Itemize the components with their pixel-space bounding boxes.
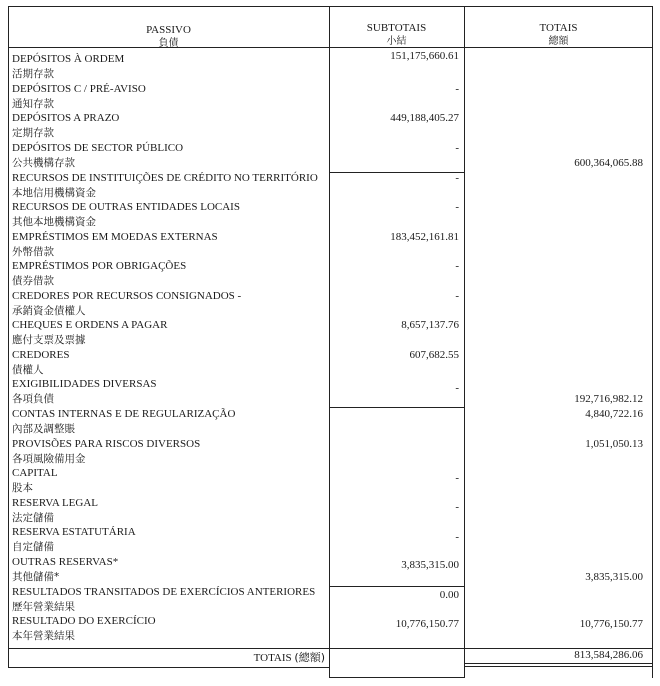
totals-label: TOTAIS (總額): [253, 651, 325, 664]
row-subtotal: 449,188,405.27: [390, 112, 459, 124]
frame-left: [8, 6, 9, 668]
row-label-pt: RESULTADOS TRANSITADOS DE EXERCÍCIOS ANTERIORES: [12, 586, 316, 598]
row-total: 192,716,982.12: [574, 393, 643, 405]
row-label-pt: RECURSOS DE OUTRAS ENTIDADES LOCAIS: [12, 201, 240, 213]
row-label-pt: PROVISÕES PARA RISCOS DIVERSOS: [12, 438, 201, 450]
totals-rule-top: [8, 648, 653, 649]
row-total: 600,364,065.88: [574, 157, 643, 169]
row-label-pt: EXIGIBILIDADES DIVERSAS: [12, 378, 157, 390]
row-subtotal: -: [455, 290, 459, 302]
row-label-pt: DEPÓSITOS C / PRÉ-AVISO: [12, 83, 146, 95]
row-label-pt: CAPITAL: [12, 467, 58, 479]
row-label-pt: RESERVA LEGAL: [12, 497, 99, 509]
row-label-pt: EMPRÉSTIMOS EM MOEDAS EXTERNAS: [12, 231, 218, 243]
row-subtotal: -: [455, 201, 459, 213]
row-subtotal: 151,175,660.61: [390, 50, 459, 62]
row-subtotal: -: [455, 260, 459, 272]
row-total: 3,835,315.00: [585, 571, 643, 583]
row-label-pt: RESULTADO DO EXERCÍCIO: [12, 615, 156, 627]
row-label-pt: OUTRAS RESERVAS*: [12, 556, 119, 568]
row-label-zh: 各項負債: [12, 393, 54, 405]
row-label-zh: 承銷資金債權人: [12, 305, 86, 317]
row-label-zh: 其他本地機構資金: [12, 216, 96, 228]
row-label-pt: CHEQUES E ORDENS A PAGAR: [12, 319, 168, 331]
row-label-zh: 外幣借款: [12, 246, 54, 258]
grand-total-double-rule-1: [464, 663, 653, 664]
balance-sheet-liabilities: [8, 6, 653, 678]
row-label-zh: 本地信用機構資金: [12, 187, 96, 199]
subtotais-header: SUBTOTAIS 小結: [366, 22, 427, 47]
row-label-zh: 公共機構存款: [12, 157, 75, 169]
row-label-zh: 定期存款: [12, 127, 54, 139]
row-label-pt: CONTAS INTERNAS E DE REGULARIZAÇÃO: [12, 408, 236, 420]
row-label-zh: 活期存款: [12, 68, 54, 80]
row-label-zh: 法定儲備: [12, 512, 54, 524]
row-subtotal: 183,452,161.81: [390, 231, 459, 243]
row-subtotal: -: [455, 172, 459, 184]
row-label-zh: 自定儲備: [12, 541, 54, 553]
row-label-zh: 本年營業結果: [12, 630, 75, 642]
row-subtotal: 10,776,150.77: [395, 618, 459, 630]
row-label-zh: 內部及調整賬: [12, 423, 75, 435]
grand-total-double-rule-2: [464, 666, 653, 667]
row-label-pt: CREDORES: [12, 349, 70, 361]
row-total: 10,776,150.77: [579, 618, 643, 630]
row-label-pt: DEPÓSITOS A PRAZO: [12, 112, 120, 124]
row-label-zh: 其他儲備*: [12, 571, 60, 583]
row-label-zh: 股本: [12, 482, 33, 494]
row-subtotal: 8,657,137.76: [401, 319, 459, 331]
totais-header: TOTAIS 總額: [539, 22, 578, 47]
totals-rule-bottom: [8, 667, 330, 668]
row-subtotal: 0.00: [439, 589, 459, 601]
row-subtotal: -: [455, 531, 459, 543]
row-subtotal: -: [455, 501, 459, 513]
row-total: 1,051,050.13: [585, 438, 643, 450]
row-subtotal: -: [455, 83, 459, 95]
row-label-zh: 債券借款: [12, 275, 54, 287]
row-subtotal: 607,682.55: [409, 349, 459, 361]
grand-total-value: 813,584,286.06: [574, 649, 643, 661]
row-label-pt: DEPÓSITOS À ORDEM: [12, 53, 125, 65]
subtotal-rule-bottom: [329, 677, 465, 678]
row-label-zh: 歷年營業結果: [12, 601, 75, 613]
frame-right: [652, 6, 653, 678]
row-label-zh: 通知存款: [12, 98, 54, 110]
row-label-pt: DEPÓSITOS DE SECTOR PÚBLICO: [12, 142, 184, 154]
row-subtotal: 3,835,315.00: [401, 559, 459, 571]
subtotal-rule-2: [329, 407, 465, 408]
row-subtotal: -: [455, 472, 459, 484]
row-label-zh: 各項風險備用金: [12, 453, 86, 465]
row-label-pt: RECURSOS DE INSTITUIÇÕES DE CRÉDITO NO TERRITÓRIO: [12, 172, 318, 184]
subtotal-rule-1: [329, 172, 465, 173]
row-label-pt: CREDORES POR RECURSOS CONSIGNADOS -: [12, 290, 242, 302]
row-total: 4,840,722.16: [585, 408, 643, 420]
subtotal-rule-3: [329, 586, 465, 587]
divider-passivo-subtotais: [329, 6, 330, 678]
frame-top: [8, 6, 653, 7]
divider-subtotais-totais: [464, 6, 465, 678]
row-subtotal: -: [455, 382, 459, 394]
row-label-pt: EMPRÉSTIMOS POR OBRIGAÇÕES: [12, 260, 187, 272]
row-subtotal: -: [455, 142, 459, 154]
passivo-header: PASSIVO 負債: [146, 24, 191, 49]
row-label-zh: 債權人: [12, 364, 44, 376]
row-label-zh: 應付支票及票據: [12, 334, 86, 346]
row-label-pt: RESERVA ESTATUTÁRIA: [12, 526, 136, 538]
